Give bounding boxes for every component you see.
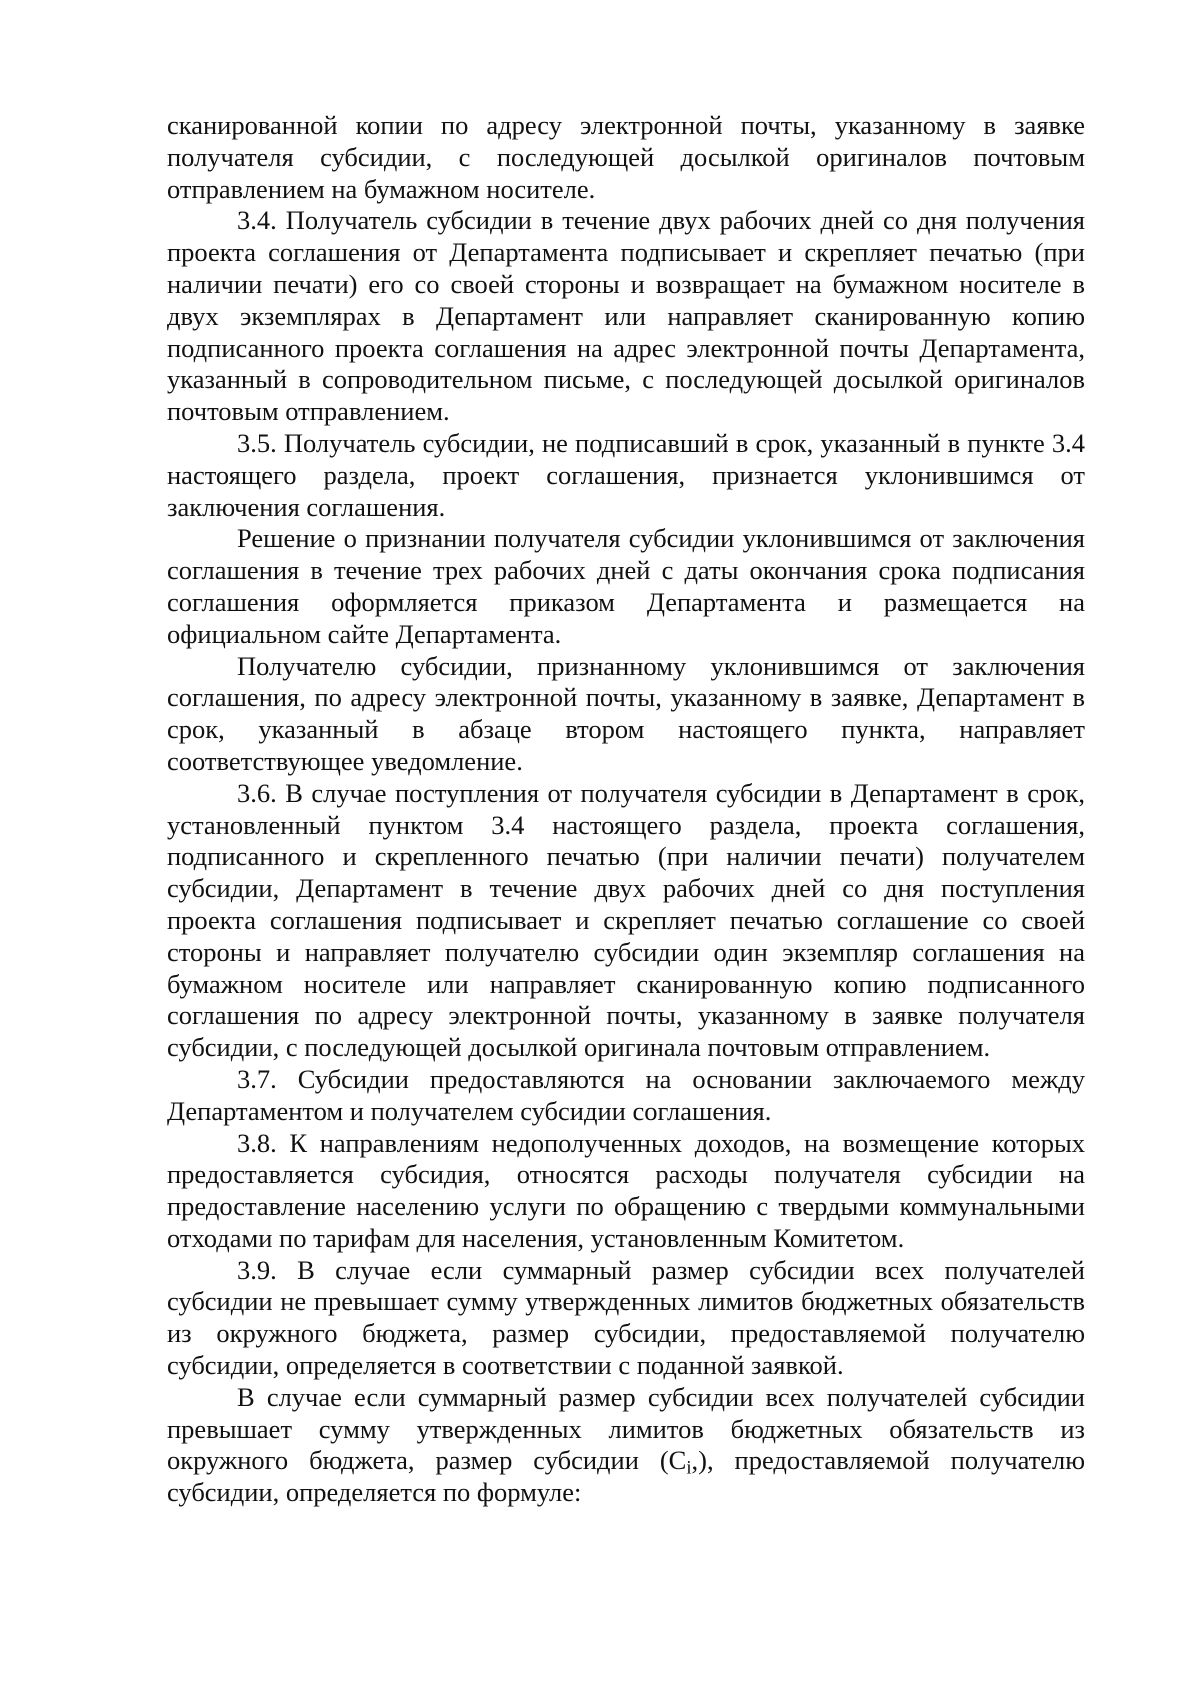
formula-subscript-i: i xyxy=(686,1458,692,1480)
paragraph-continuation: сканированной копии по адресу электронной почты, указанному в заявке получателя субсидии, с последующей досылкой оригиналов почтовым отправлением на бумажном носителе. xyxy=(167,110,1085,204)
paragraph-3-8: 3.8. К направлениям недополученных доходов, на возмещение которых предоставляется субсидия, относятся расходы получателя субсидии на предоставление населению услуги по обращению с твердыми коммунальными отходами по тарифам для населения, установленным Комитетом. xyxy=(167,1127,1085,1253)
formula-intro-text: В случае если суммарный размер субсидии всех получателей субсидии превышает сумму утвержденных лимитов бюджетных обязательств из окружного бюджета, размер субсидии (C xyxy=(167,1381,1085,1476)
paragraph-3-9: 3.9. В случае если суммарный размер субсидии всех получателей субсидии не превышает сумму утвержденных лимитов бюджетных обязательств из окружного бюджета, размер субсидии, предоставляемой получателю субсидии, определяется в соответствии с поданной заявкой. xyxy=(167,1254,1085,1381)
document-page xyxy=(167,110,1085,1509)
paragraph-3-5-notice: Получателю субсидии, признанному уклонившимся от заключения соглашения, по адресу электронной почты, указанному в заявке, Департамент в срок, указанный в абзаце втором настоящего пункта, направляет соответствующее уведомление. xyxy=(167,650,1085,776)
paragraph-3-5-decision: Решение о признании получателя субсидии уклонившимся от заключения соглашения в течение трех рабочих дней с даты окончания срока подписания соглашения оформляется приказом Департамента и размещается на официальном сайте Департамента. xyxy=(167,523,1085,649)
paragraph-3-6: 3.6. В случае поступления от получателя субсидии в Департамент в срок, установленный пунктом 3.4 настоящего раздела, проекта соглашения, подписанного и скрепленного печатью (при наличии печати) получателем субсидии, Департамент в течение двух рабочих дней со дня поступления проекта соглашения подписывает и скрепляет печатью соглашение со своей стороны и направляет получателю субсидии один экземпляр соглашения на бумажном носителе или направляет сканированную копию подписанного соглашения по адресу электронной почты, указанному в заявке получателя субсидии, с последующей досылкой оригинала почтовым отправлением. xyxy=(167,777,1085,1063)
formula-intro-text-end: ,), предоставляемой получателю субсидии, определяется по формуле: xyxy=(167,1445,1086,1508)
paragraph-formula-intro xyxy=(167,1382,1085,1509)
paragraph-3-7: 3.7. Субсидии предоставляются на основании заключаемого между Департаментом и получателем субсидии соглашения. xyxy=(167,1063,1085,1126)
paragraph-3-5: 3.5. Получатель субсидии, не подписавший в срок, указанный в пункте 3.4 настоящего раздела, проект соглашения, признается уклонившимся от заключения соглашения. xyxy=(167,427,1085,522)
paragraph-3-4: 3.4. Получатель субсидии в течение двух рабочих дней со дня получения проекта соглашения от Департамента подписывает и скрепляет печатью (при наличии печати) его со своей стороны и возвращает на бумажном носителе в двух экземплярах в Департамент или направляет сканированную копию подписанного проекта соглашения на адрес электронной почты Департамента, указанный в сопроводительном письме, с последующей досылкой оригиналов почтовым отправлением. xyxy=(167,205,1085,427)
